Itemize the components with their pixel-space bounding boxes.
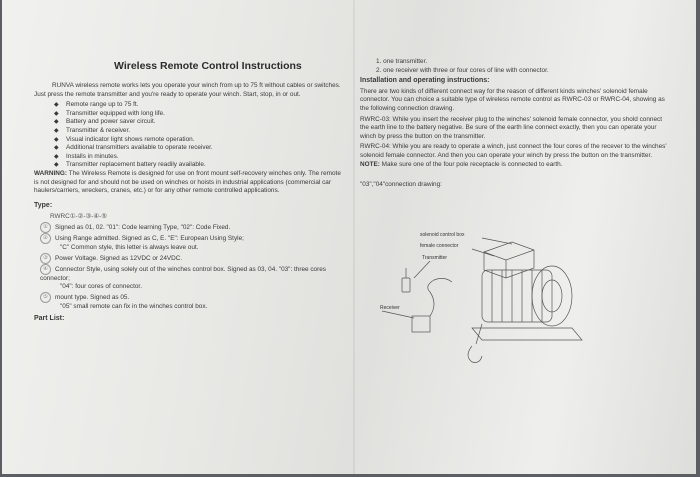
feature-list	[34, 101, 346, 170]
warning-label: WARNING:	[34, 169, 68, 177]
part-item: 2. one receiver with three or four cores of line with connector.	[376, 66, 549, 74]
install-paragraph-1: There are two kinds of different connect way for the reason of different kinds winches' solenoid female connector. You can choice a suitable type of wireless remote control as RWRC-03 or RWRC-04, showing as the following connection drawing.	[360, 87, 665, 112]
paper-fold	[353, 0, 355, 474]
part-item: 1. one transmitter.	[376, 58, 428, 65]
install-heading: Installation and operating instructions:	[360, 77, 490, 85]
feature-item: ◆ Visual indicator light shows remote operation.	[54, 136, 346, 145]
label-female-connector: female connector	[420, 243, 459, 249]
instruction-sheet	[2, 0, 696, 474]
option-number: ①	[40, 222, 51, 233]
hook	[468, 346, 482, 362]
label-solenoid: solenoid control box	[420, 232, 465, 238]
option-text: Using Range admitted. Signed as C, E. "E": European Using Style;	[55, 235, 244, 243]
diagram-title: "03","04"connection drawing:	[360, 181, 442, 189]
type-option	[34, 253, 346, 264]
type-option	[34, 222, 346, 233]
option-subtext: "05" small remote can fix in the winches control box.	[60, 302, 208, 310]
type-option	[34, 233, 346, 253]
install-text-a: RWRC-04: While you are ready to operate a winch, just connect the four cores of the recever to the winches' solenoid female connector. And then you can operate your winch by press the button on the transmitter.	[360, 143, 667, 159]
option-subtext: "C" Common style, this letter is always leave out.	[60, 243, 199, 251]
type-option	[34, 264, 346, 292]
warning-paragraph	[34, 170, 346, 196]
intro-paragraph: RUNVA wireless remote works lets you operate your winch from up to 75 ft without cables or switches. Just press the remote transmitter and you're ready to operate your winch. Start, stop, in or out.	[34, 82, 341, 98]
option-number: ④	[40, 264, 51, 275]
install-paragraph-2: RWRC-03: While you insert the receiver plug to the winches' solenoid female connector, you shold connect the earth line to the battery negative. Be sure of the earth line connect exactly, then you can operate your winch by press the button on the transmitter.	[360, 115, 662, 140]
receiver-wire	[428, 278, 452, 316]
right-column	[360, 58, 672, 190]
option-text: Connector Style, using solely out of the winches control box. Signed as 03, 04. "03": three cores connector;	[40, 265, 326, 282]
warning-text: The Wireless Remote is designed for use on front mount self-recovery winches only. The remote is not designed for and should not be used on winches or hoists in industrial applications (commercial car haulers/carriers, wreckers, cranes, etc.) or for any other remote controlled applications.	[34, 169, 341, 195]
page-title: Wireless Remote Control Instructions	[114, 60, 302, 72]
left-column	[34, 58, 346, 324]
box-edges	[484, 250, 534, 278]
option-subtext: "04": four cores of connector.	[60, 283, 142, 291]
drum-lines	[492, 270, 542, 322]
option-text: Power Voltage. Signed as 12VDC or 24VDC.	[55, 254, 183, 262]
feature-item: ◆ Transmitter equipped with long life.	[54, 110, 346, 119]
feature-item: ◆ Remote range up to 75 ft.	[54, 101, 346, 110]
leader-line	[414, 261, 430, 278]
parts-list	[360, 58, 672, 75]
install-text-b: Make sure one of the four pole receptacle is connected to earth.	[381, 160, 563, 168]
part-list-heading: Part List:	[34, 315, 65, 323]
option-text: Signed as 01, 02. "01": Code learning Type, "02": Code Fixed.	[55, 224, 231, 232]
feature-item: ◆ Additional transmitters available to operate receiver.	[54, 144, 346, 153]
feature-item: ◆ Installs in minutes.	[54, 153, 346, 162]
option-number: ②	[40, 233, 51, 244]
type-code: RWRC①-②-③-④-⑤	[50, 213, 107, 221]
leader-line	[382, 311, 414, 318]
winch-base	[472, 328, 582, 340]
type-heading: Type:	[34, 201, 53, 209]
leader-line	[482, 238, 512, 244]
feature-item: ◆ Battery and power saver circuit.	[54, 118, 346, 127]
option-text: mount type. Signed as 05.	[55, 293, 130, 301]
install-paragraph-3	[360, 143, 672, 169]
label-transmitter: Transmitter	[422, 255, 448, 261]
label-receiver: Receiver	[380, 305, 400, 311]
solenoid-control-box	[484, 242, 534, 278]
note-label: NOTE:	[360, 160, 380, 168]
connection-diagram	[372, 228, 612, 378]
feature-item: ◆ Transmitter & receiver.	[54, 127, 346, 136]
feature-item: ◆ Transmitter replacement battery readily available.	[54, 161, 346, 170]
transmitter-icon	[402, 278, 410, 292]
leader-line	[472, 249, 494, 256]
option-number: ⑤	[40, 292, 51, 303]
option-number: ③	[40, 253, 51, 264]
winch-body	[482, 270, 552, 322]
receiver-box	[412, 316, 430, 332]
type-option	[34, 292, 346, 312]
